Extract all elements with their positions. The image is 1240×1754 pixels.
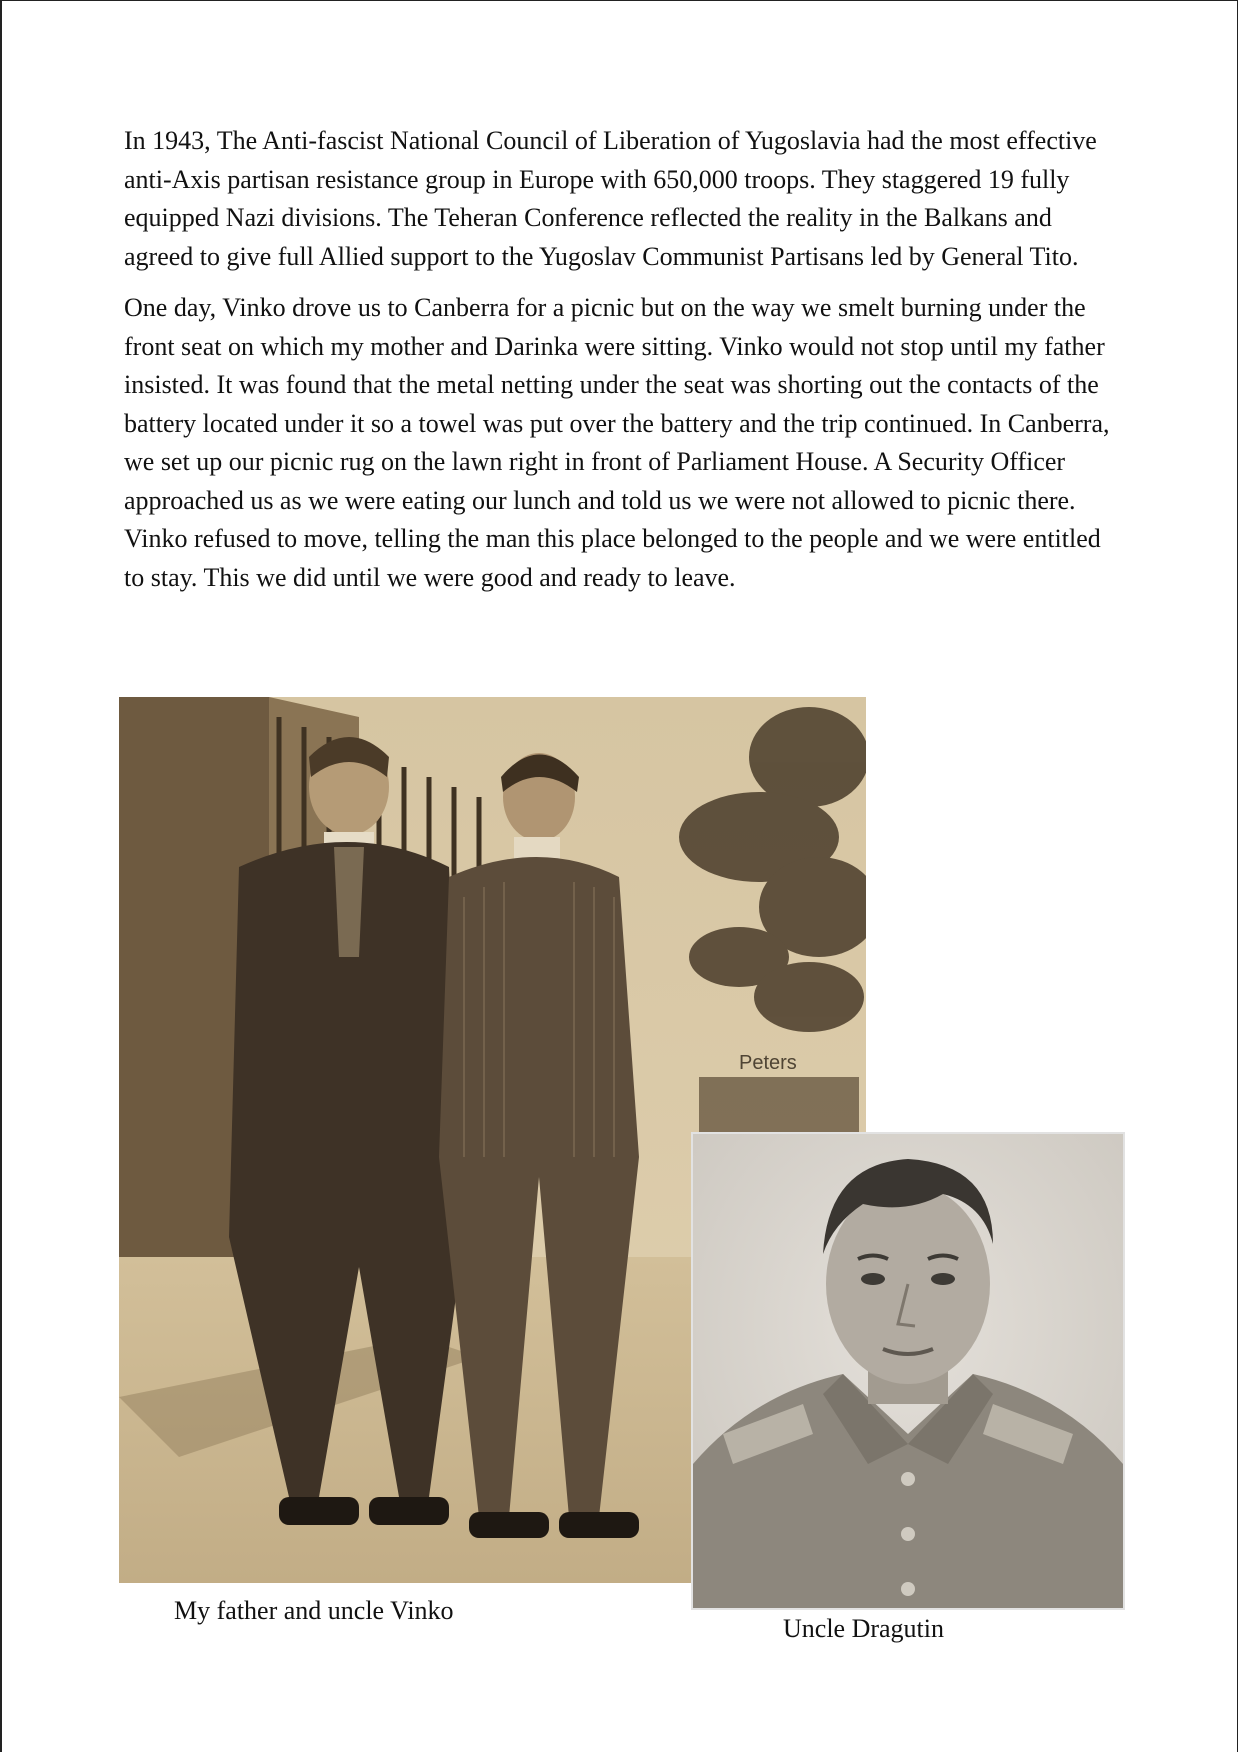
caption-uncle-dragutin: Uncle Dragutin — [783, 1614, 945, 1643]
paragraph-canberra-picnic: One day, Vinko drove us to Canberra for a picnic but on the way we smelt burning under the front seat on which my mother and Darinka were sitting. Vinko would not stop until my father insisted. It was found that the metal netting under the seat was shorting out the contacts of the battery located under it so a towel was put over the battery and the trip continued. In Canberra, we set up our picnic rug on the lawn right in front of Parliament House. A Security Officer approached us as we were eating our lunch and told us we were not allowed to picnic there. Vinko refused to move, telling the man this place belonged to the people and we were entitled to stay. This we did until we were good and ready to leave. — [124, 293, 1110, 592]
caption-father-and-uncle-vinko: My father and uncle Vinko — [174, 1596, 454, 1625]
photo-uncle-dragutin — [693, 1134, 1123, 1608]
article-body — [124, 122, 1114, 610]
grey-portrait-photo — [693, 1134, 1123, 1608]
paragraph-history: In 1943, The Anti-fascist National Council of Liberation of Yugoslavia had the most effective anti-Axis partisan resistance group in Europe with 650,000 troops. They staggered 19 fully equipped Nazi divisions. The Teheran Conference reflected the reality in the Balkans and agreed to give full Allied support to the Yugoslav Communist Partisans led by General Tito. — [124, 126, 1097, 271]
store-sign-text: Peters — [739, 1052, 797, 1074]
